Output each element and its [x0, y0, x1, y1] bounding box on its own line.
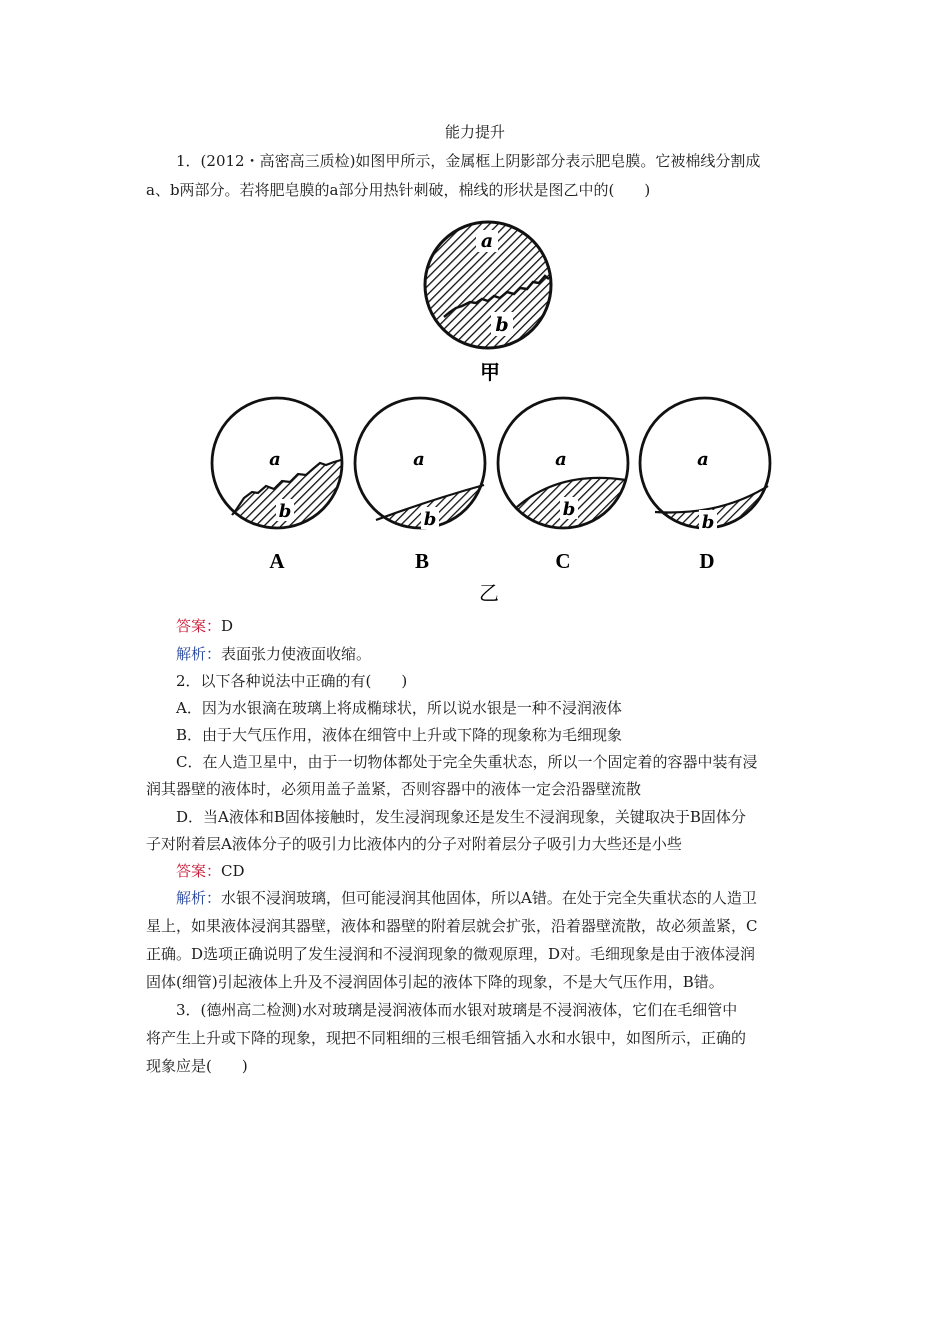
- yi-caption: 乙: [479, 581, 499, 605]
- option-b-figure: [350, 398, 490, 573]
- option-d-letter: D: [699, 549, 715, 573]
- q1-answer: [176, 615, 814, 637]
- option-a-label-a: a: [269, 449, 281, 470]
- q3-stem-line2: 将产生上升或下降的现象，现把不同粗细的三根毛细管插入水和水银中，如图所示，正确的: [146, 1029, 747, 1047]
- q2-stem: 2．以下各种说法中正确的有( ): [176, 672, 408, 690]
- jia-label-a: a: [480, 230, 494, 252]
- soap-film-figure: [0, 0, 950, 620]
- option-a-letter: A: [269, 549, 285, 573]
- figure-jia: [425, 222, 551, 384]
- option-b-letter: B: [414, 549, 430, 573]
- q1-stem-line1: 1．(2012・高密高三质检)如图甲所示，金属框上阴影部分表示肥皂膜。它被棉线分割成: [176, 152, 761, 170]
- q1-stem-line2: a、b两部分。若将肥皂膜的a部分用热针刺破，棉线的形状是图乙中的( ): [146, 181, 651, 199]
- option-b-label-b: b: [423, 509, 437, 530]
- q2-answer: [176, 860, 814, 882]
- analysis-label: 解析：: [176, 645, 222, 663]
- option-d-label-b: b: [701, 512, 715, 533]
- q2-analysis-line2: 星上，如果液体浸润其器壁，液体和器壁的附着层就会扩张，沿着器壁流散，故必须盖紧，C: [146, 917, 758, 935]
- q2-option-c-line2: 润其器壁的液体时，必须用盖子盖紧，否则容器中的液体一定会沿器壁流散: [146, 780, 642, 798]
- q2-analysis-line4: 固体(细管)引起液体上升及不浸润固体引起的液体下降的现象，不是大气压作用，B错。: [146, 973, 724, 991]
- q2-option-a: A．因为水银滴在玻璃上将成椭球状，所以说水银是一种不浸润液体: [176, 699, 622, 717]
- option-c-figure: [498, 398, 630, 573]
- option-c-label-b: b: [562, 499, 576, 520]
- option-b-label-a: a: [413, 449, 425, 470]
- answer-label: 答案：: [176, 617, 222, 635]
- jia-label-b: b: [495, 314, 509, 336]
- option-c-label-a: a: [555, 449, 567, 470]
- option-d-label-a: a: [697, 449, 709, 470]
- q2-option-c-line1: C．在人造卫星中，由于一切物体都处于完全失重状态，所以一个固定着的容器中装有浸: [176, 753, 758, 771]
- section-title: 能力提升: [444, 123, 505, 141]
- option-c-letter: C: [555, 549, 571, 573]
- analysis-text: 水银不浸润玻璃，但可能浸润其他固体，所以A错。在处于完全失重状态的人造卫: [221, 889, 757, 907]
- q2-option-d-line1: D．当A液体和B固体接触时，发生浸润现象还是发生不浸润现象，关键取决于B固体分: [176, 808, 746, 826]
- jia-caption: 甲: [480, 360, 500, 384]
- q2-option-d-line2: 子对附着层A液体分子的吸引力比液体内的分子对附着层分子吸引力大些还是小些: [146, 835, 682, 853]
- analysis-text: 表面张力使液面收缩。: [221, 645, 372, 663]
- q2-option-b: B．由于大气压作用，液体在细管中上升或下降的现象称为毛细现象: [176, 726, 623, 744]
- option-d-figure: [640, 398, 775, 573]
- answer-value: D: [221, 617, 234, 635]
- answer-label: 答案：: [176, 862, 222, 880]
- q3-stem-line1: 3．(德州高二检测)水对玻璃是浸润液体而水银对玻璃是不浸润液体，它们在毛细管中: [176, 1001, 738, 1019]
- option-a-figure: [212, 398, 345, 573]
- q2-analysis-line3: 正确。D选项正确说明了发生浸润和不浸润现象的微观原理，D对。毛细现象是由于液体浸润: [146, 945, 756, 963]
- q2-analysis-line1: [176, 887, 814, 909]
- answer-value: CD: [221, 862, 245, 880]
- option-a-label-b: b: [278, 501, 292, 522]
- q3-stem-line3: 现象应是( ): [146, 1057, 248, 1075]
- q1-analysis: [176, 643, 814, 665]
- analysis-label: 解析：: [176, 889, 222, 907]
